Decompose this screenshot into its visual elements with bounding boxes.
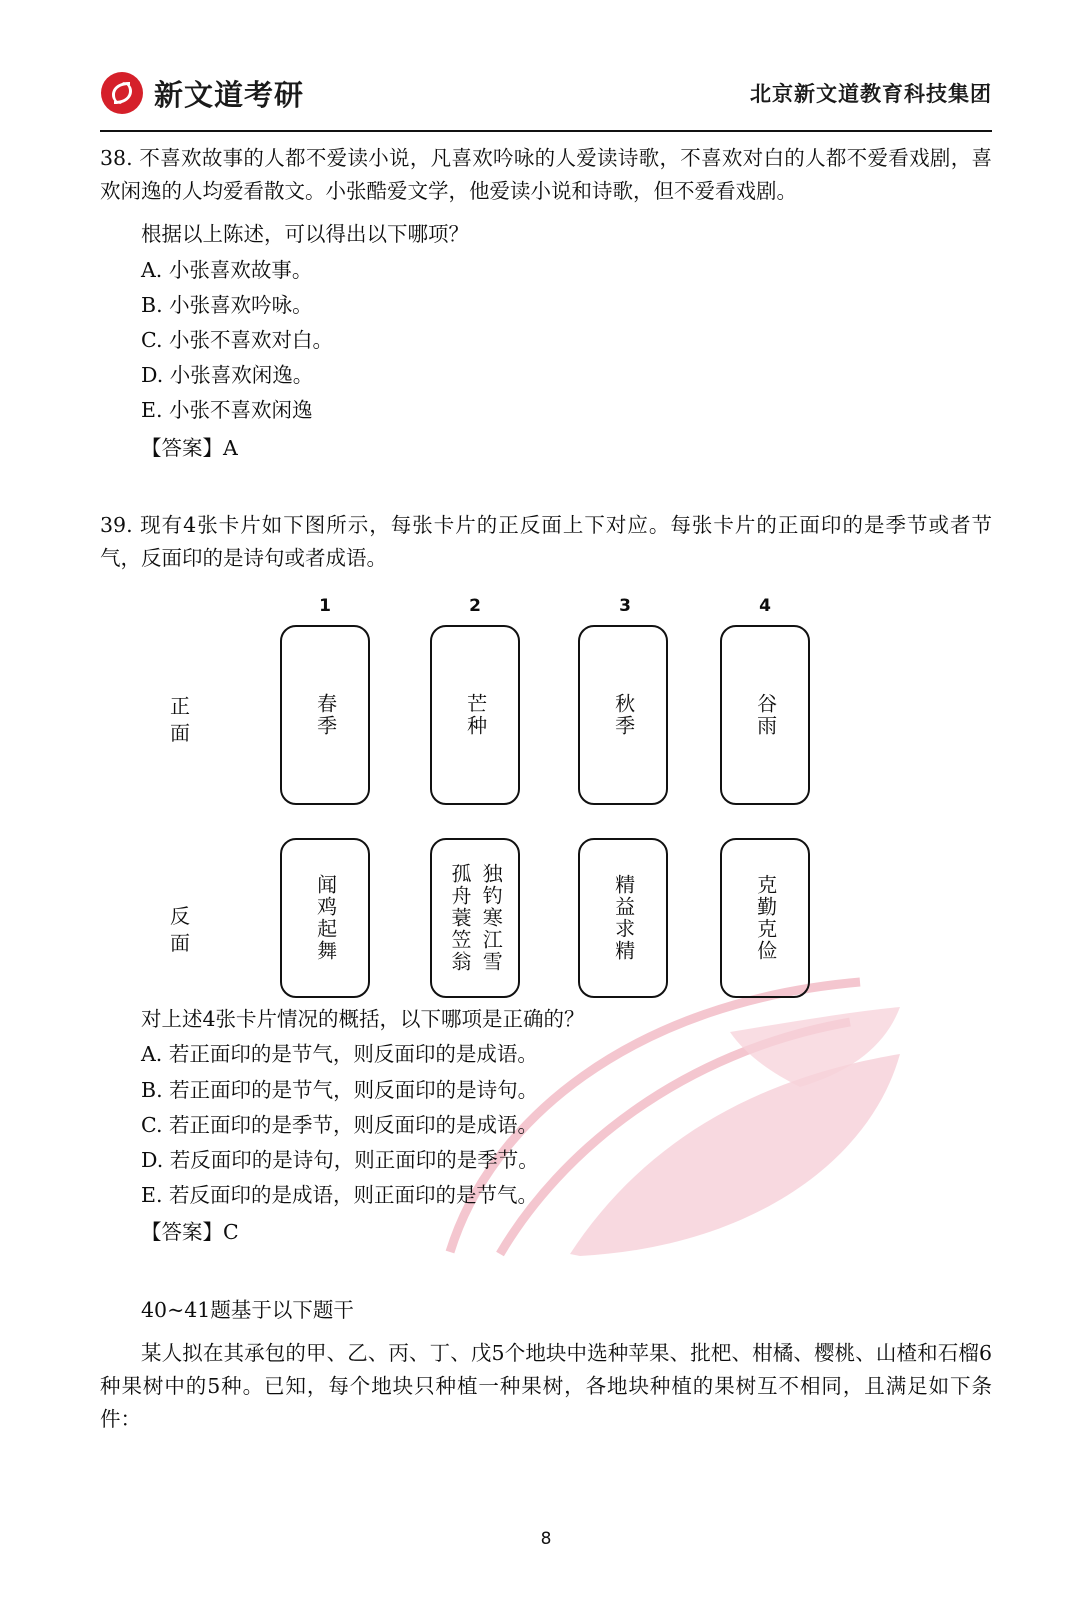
card-back-3	[578, 838, 668, 998]
card-front-3-text: 秋季	[611, 693, 636, 738]
question-39-option-a: A. 若正面印的是节气，则反面印的是成语。	[141, 1042, 538, 1067]
question-39-prompt: 对上述4张卡片情况的概括，以下哪项是正确的？	[141, 1007, 585, 1032]
question-39-option-d: D. 若反面印的是诗句，则正面印的是季节。	[141, 1148, 539, 1173]
question-39-option-c: C. 若正面印的是季节，则反面印的是成语。	[141, 1112, 538, 1137]
question-38-option-a: A. 小张喜欢故事。	[141, 257, 313, 282]
card-front-4	[720, 625, 810, 805]
card-back-1	[280, 838, 370, 998]
card-front-4-text: 谷雨	[753, 693, 778, 738]
card-number-2: 2	[469, 596, 481, 617]
card-front-1	[280, 625, 370, 805]
card-back-2-text-col2: 孤舟蓑笠翁	[448, 863, 472, 974]
swirl-logo-icon	[100, 71, 144, 115]
question-38-option-e: E. 小张不喜欢闲逸	[141, 398, 313, 423]
brand	[100, 71, 304, 115]
card-front-3	[578, 625, 668, 805]
card-back-1-text: 闻鸡起舞	[313, 874, 338, 963]
card-number-1: 1	[319, 596, 331, 617]
question-39-answer: 【答案】C	[141, 1220, 239, 1245]
card-back-2-text-col1: 独钓寒江雪	[479, 863, 504, 974]
question-38-option-c: C. 小张不喜欢对白。	[141, 328, 333, 353]
question-39-stem: 39. 现有4张卡片如下图所示，每张卡片的正反面上下对应。每张卡片的正面印的是季节或者节气，反面印的是诗句或者成语。	[100, 512, 992, 571]
card-front-1-text: 春季	[313, 693, 338, 738]
question-38-option-d: D. 小张喜欢闲逸。	[141, 363, 314, 388]
question-38-option-b: B. 小张喜欢吟咏。	[141, 292, 313, 317]
card-number-4: 4	[759, 596, 771, 617]
card-back-3-text: 精益求精	[611, 874, 636, 963]
question-38-answer: 【答案】A	[141, 435, 238, 460]
question-38-stem: 38. 不喜欢故事的人都不爱读小说，凡喜欢吟咏的人爱读诗歌，不喜欢对白的人都不爱看戏剧，喜欢闲逸的人均爱看散文。小张酷爱文学，他爱读小说和诗歌，但不爱看戏剧。	[100, 146, 992, 204]
question-38-prompt: 根据以上陈述，可以得出以下哪项？	[141, 222, 469, 247]
page-header	[100, 62, 992, 124]
card-number-row	[100, 593, 992, 619]
document-body	[100, 142, 992, 1436]
question-40-41-stem: 某人拟在其承包的甲、乙、丙、丁、戊5个地块中选种苹果、批杷、柑橘、樱桃、山楂和石榴6种果树中的5种。已知，每个地块只种植一种果树，各地块种植的果树互不相同，且满足如下条件：	[100, 1340, 992, 1432]
card-number-3: 3	[619, 596, 631, 617]
header-divider	[100, 130, 992, 132]
page-number: 8	[540, 1529, 552, 1549]
question-39-option-e: E. 若反面印的是成语，则正面印的是节气。	[141, 1183, 538, 1208]
card-back-2	[430, 838, 520, 998]
card-front-2-text: 芒种	[463, 693, 488, 738]
cards-figure	[100, 593, 992, 993]
organization-name: 北京新文道教育科技集团	[750, 81, 992, 106]
card-front-2	[430, 625, 520, 805]
card-back-4-text: 克勤克俭	[753, 874, 778, 963]
row-label-front: 正 面	[170, 694, 190, 745]
document-page	[0, 62, 1092, 1597]
card-back-4	[720, 838, 810, 998]
question-40-41-heading: 40~41题基于以下题干	[141, 1297, 354, 1322]
brand-name: 新文道考研	[154, 77, 305, 112]
question-39-option-b: B. 若正面印的是节气，则反面印的是诗句。	[141, 1077, 539, 1102]
row-label-back: 反 面	[170, 904, 190, 955]
